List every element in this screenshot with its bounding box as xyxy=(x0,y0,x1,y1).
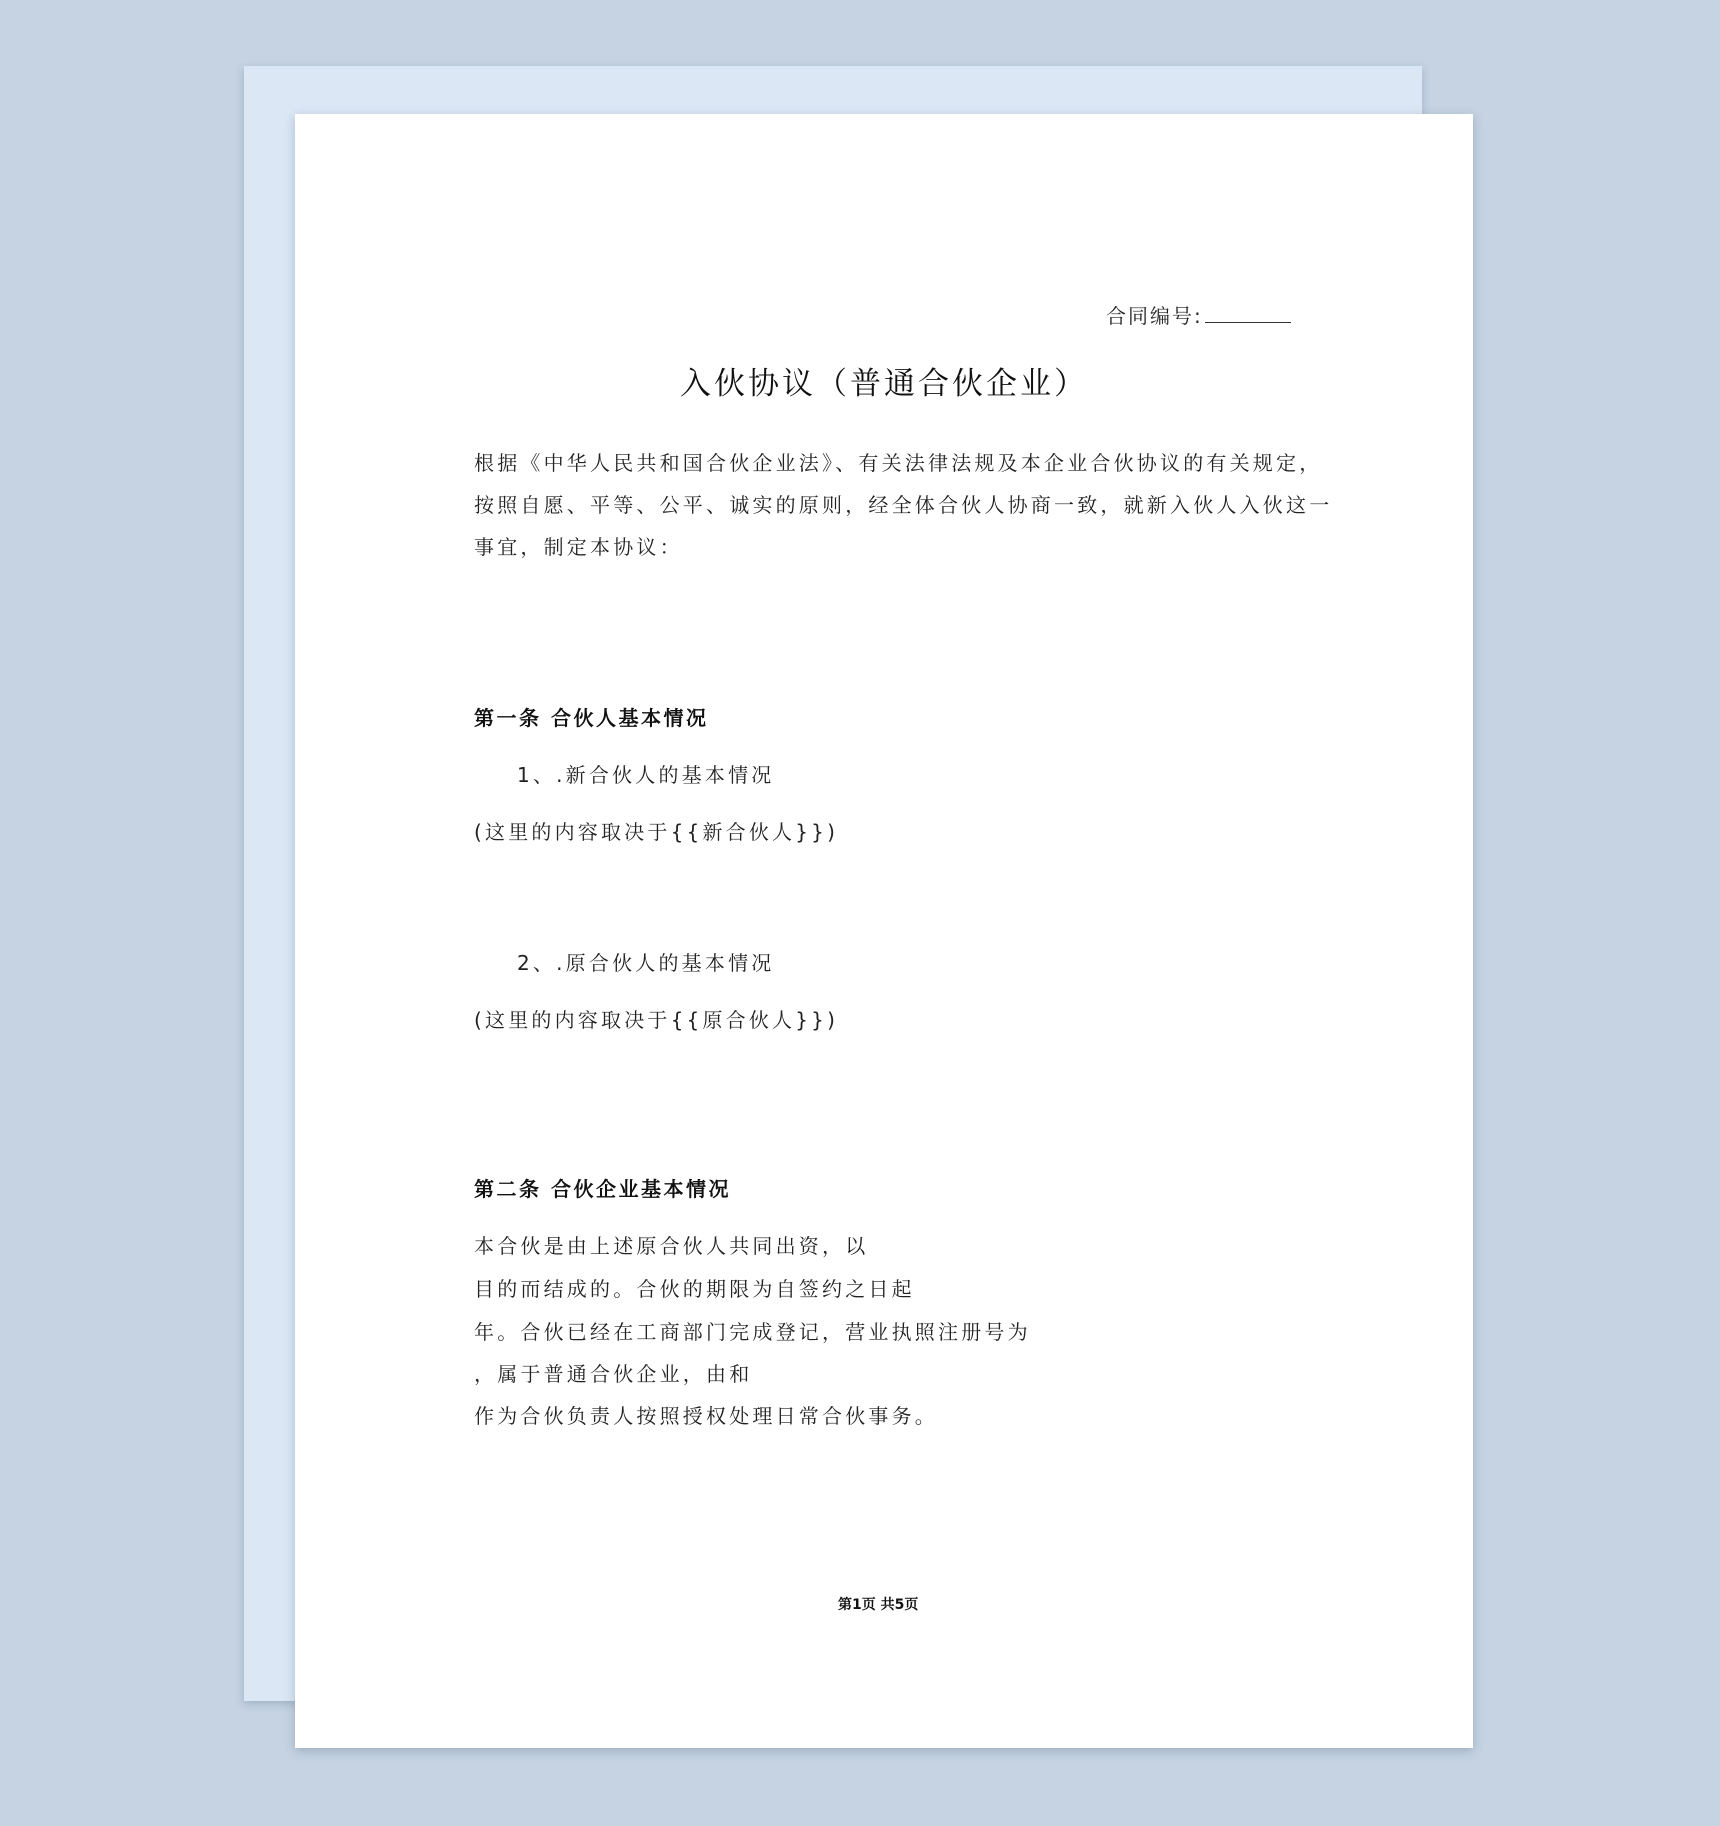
page-footer: 第1页 共5页 xyxy=(838,1597,919,1613)
contract-number-label: 合同编号: xyxy=(1106,304,1203,328)
article-2-line-4: ，属于普通合伙企业，由和 xyxy=(474,1362,753,1386)
document-title: 入伙协议（普通合伙企业） xyxy=(680,366,1088,402)
article-2-line-3: 年。合伙已经在工商部门完成登记，营业执照注册号为 xyxy=(474,1320,1031,1344)
contract-number-blank xyxy=(1205,304,1291,323)
article-2-line-2: 目的而结成的。合伙的期限为自签约之日起 xyxy=(474,1277,915,1301)
article-2-line-5: 作为合伙负责人按照授权处理日常合伙事务。 xyxy=(474,1404,938,1428)
article-2-heading: 第二条 合伙企业基本情况 xyxy=(474,1177,731,1201)
intro-line-3: 事宜，制定本协议： xyxy=(474,535,683,559)
article-1-item-1: 1、.新合伙人的基本情况 xyxy=(517,763,775,787)
article-2-line-1: 本合伙是由上述原合伙人共同出资，以 xyxy=(474,1234,869,1258)
article-1-item-2-note: (这里的内容取决于{{原合伙人}}) xyxy=(474,1008,839,1032)
contract-number-field xyxy=(1106,300,1291,329)
article-1-item-2: 2、.原合伙人的基本情况 xyxy=(517,951,775,975)
article-1-heading: 第一条 合伙人基本情况 xyxy=(474,706,709,730)
article-1-item-1-note: (这里的内容取决于{{新合伙人}}) xyxy=(474,820,839,844)
intro-line-1: 根据《中华人民共和国合伙企业法》、有关法律法规及本企业合伙协议的有关规定， xyxy=(474,451,1323,475)
intro-line-2: 按照自愿、平等、公平、诚实的原则，经全体合伙人协商一致，就新入伙人入伙这一 xyxy=(474,493,1333,517)
